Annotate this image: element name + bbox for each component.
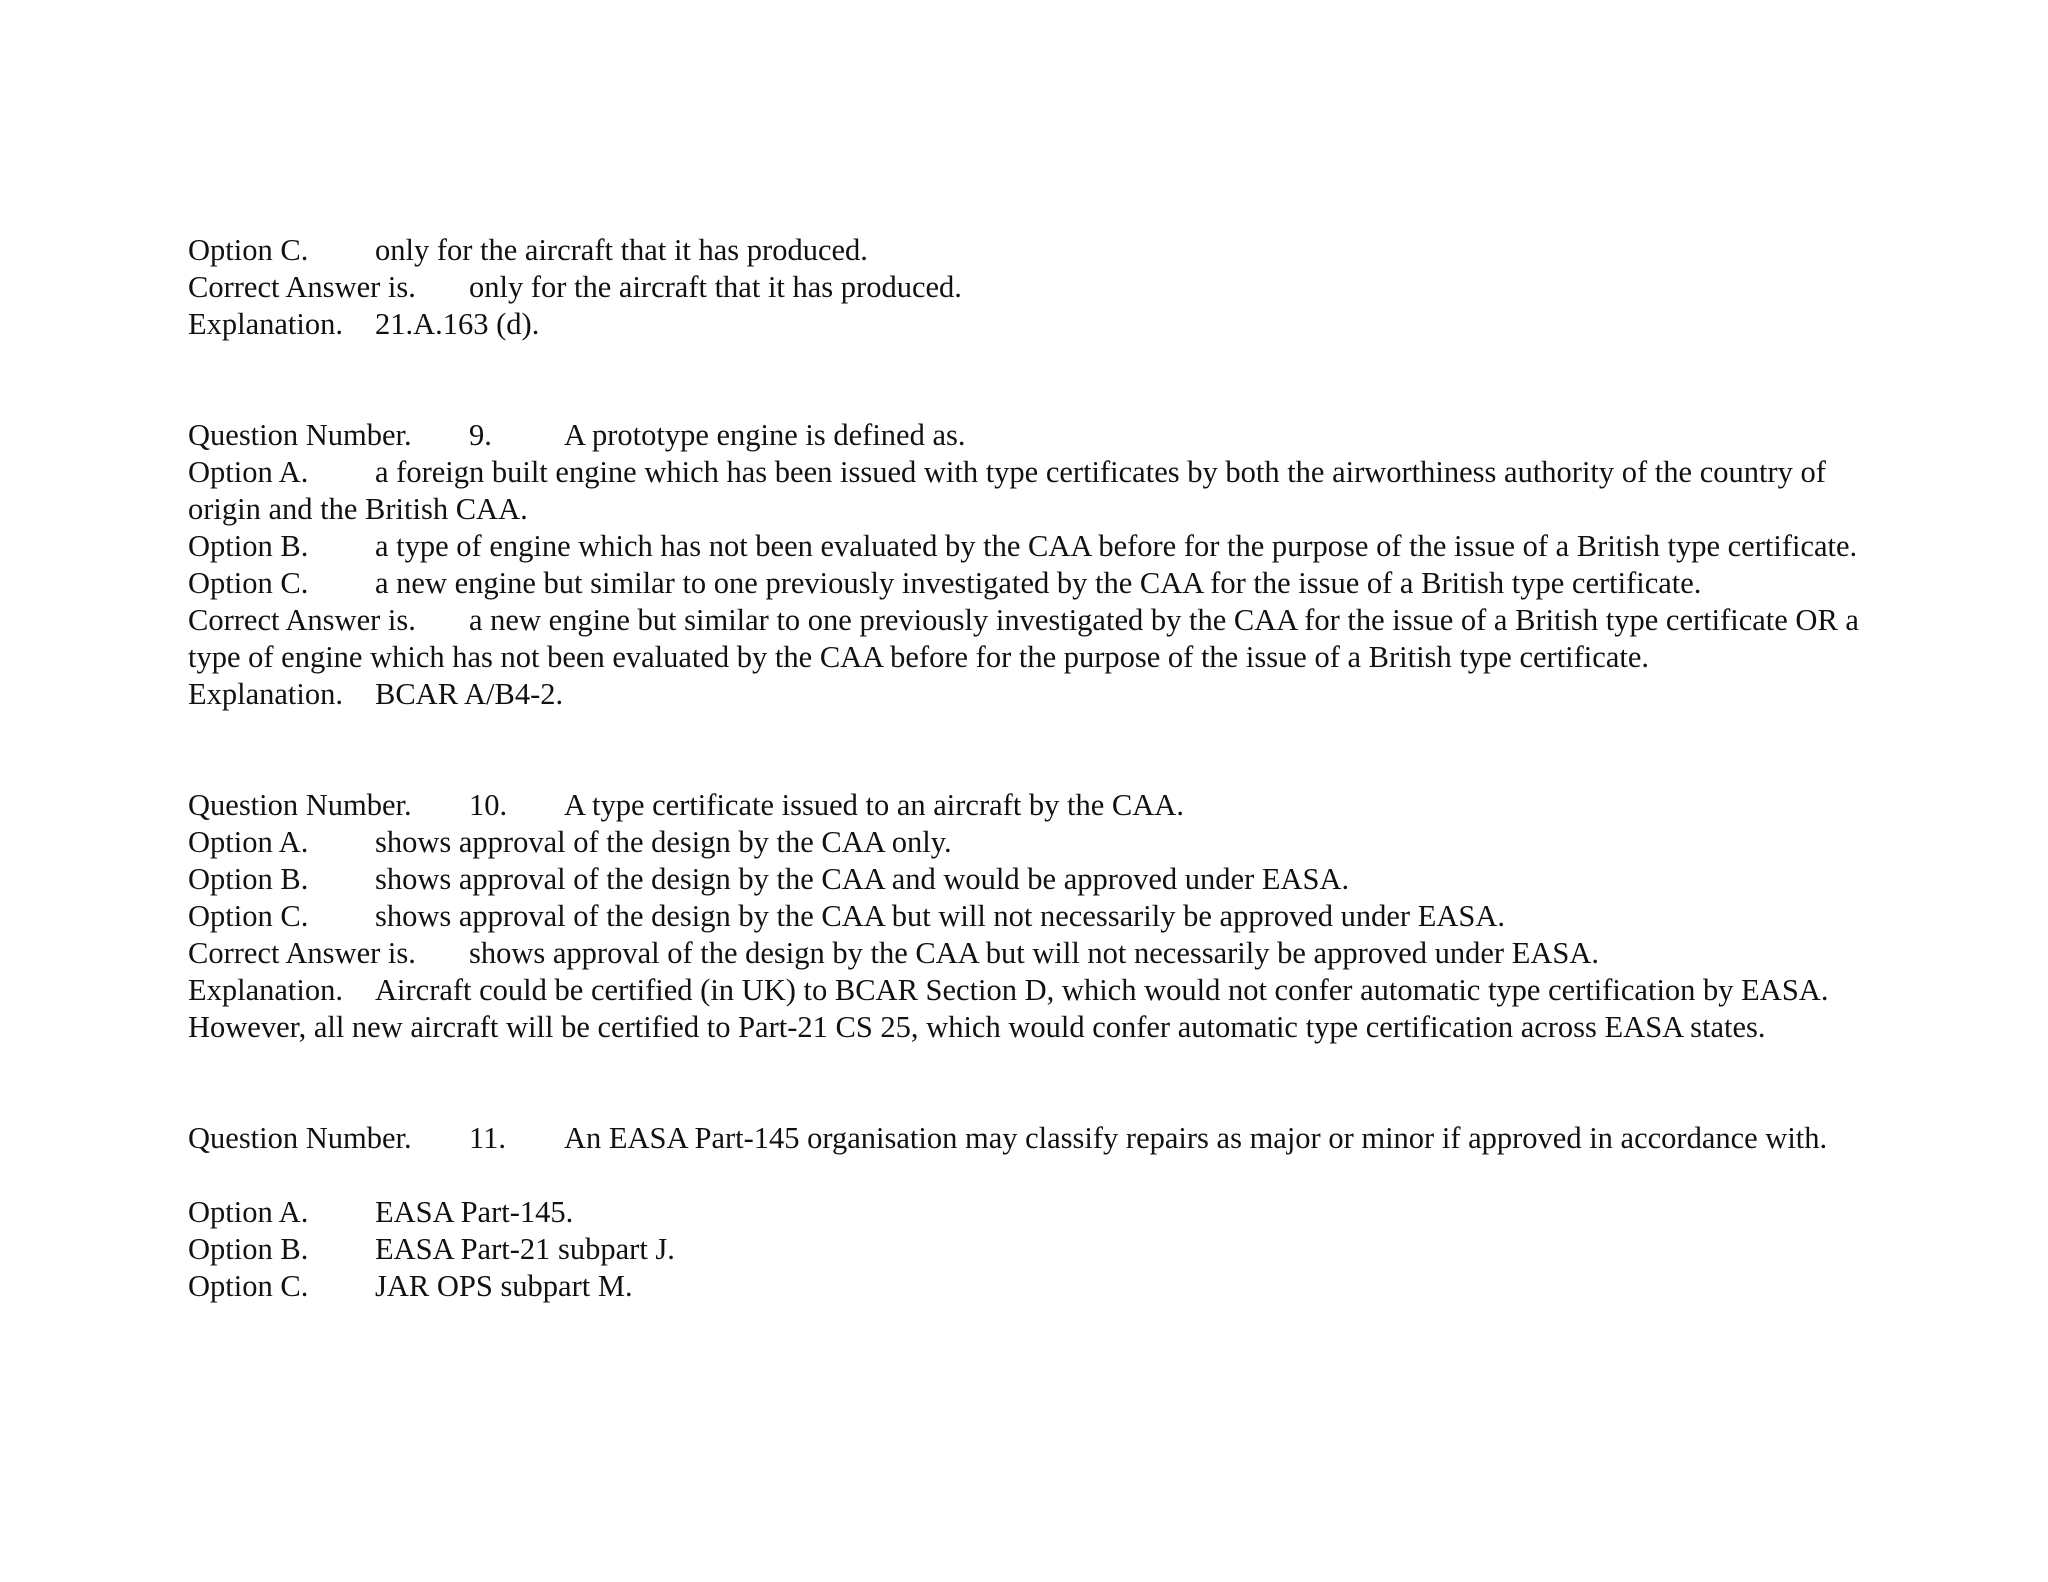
q10-explanation: [188, 972, 1888, 1046]
q11-option-b-text: EASA Part-21 subpart J.: [375, 1232, 675, 1266]
q9-option-c-text: a new engine but similar to one previously investigated by the CAA for the issue of a British type certificate.: [375, 566, 1702, 600]
explanation-label: Explanation.: [188, 307, 344, 341]
q10-header: [188, 787, 1888, 824]
question-number-label: Question Number.: [188, 1121, 412, 1155]
document-page: [188, 232, 1888, 1305]
q10-option-b: [188, 861, 1888, 898]
q10-option-c: [188, 898, 1888, 935]
q9-header: [188, 417, 1888, 454]
q9-explanation-text: BCAR A/B4-2.: [375, 677, 564, 711]
q8-explanation-text: 21.A.163 (d).: [375, 307, 540, 341]
q8-explanation: [188, 306, 1888, 343]
q9-option-b: [188, 528, 1888, 565]
q11-question-text: An EASA Part-145 organisation may classify repairs as major or minor if approved in accordance with.: [564, 1121, 1828, 1155]
q10-option-b-text: shows approval of the design by the CAA and would be approved under EASA.: [375, 862, 1350, 896]
explanation-label: Explanation.: [188, 973, 344, 1007]
correct-answer-label: Correct Answer is.: [188, 270, 416, 304]
option-b-label: Option B.: [188, 529, 309, 563]
q9-number: 9.: [469, 418, 492, 452]
question-11-block: [188, 1120, 1888, 1305]
q10-question-text: A type certificate issued to an aircraft by the CAA.: [564, 788, 1184, 822]
correct-answer-label: Correct Answer is.: [188, 603, 416, 637]
q9-correct-answer-text: a new engine but similar to one previously investigated by the CAA for the issue of a British type certificate OR a type of engine which has not been evaluated by the CAA before for the purpose of the issue of a British type certificate.: [188, 603, 1859, 674]
correct-answer-label: Correct Answer is.: [188, 936, 416, 970]
q9-option-c: [188, 565, 1888, 602]
q11-option-c: [188, 1268, 1888, 1305]
q10-option-a-text: shows approval of the design by the CAA only.: [375, 825, 952, 859]
option-c-label: Option C.: [188, 233, 309, 267]
question-9-block: [188, 417, 1888, 713]
question-number-label: Question Number.: [188, 418, 412, 452]
explanation-label: Explanation.: [188, 677, 344, 711]
q10-correct-answer: [188, 935, 1888, 972]
option-c-label: Option C.: [188, 566, 309, 600]
q11-option-b: [188, 1231, 1888, 1268]
option-a-label: Option A.: [188, 825, 309, 859]
option-b-label: Option B.: [188, 862, 309, 896]
q10-option-a: [188, 824, 1888, 861]
q10-explanation-text: Aircraft could be certified (in UK) to BCAR Section D, which would not confer automatic type certification by EASA. However, all new aircraft will be certified to Part-21 CS 25, which would confer automatic type certification across EASA states.: [188, 973, 1829, 1044]
q11-option-a: [188, 1194, 1888, 1231]
q11-option-a-text: EASA Part-145.: [375, 1195, 574, 1229]
option-a-label: Option A.: [188, 455, 309, 489]
q10-option-c-text: shows approval of the design by the CAA but will not necessarily be approved under EASA.: [375, 899, 1505, 933]
q9-explanation: [188, 676, 1888, 713]
option-a-label: Option A.: [188, 1195, 309, 1229]
q9-question-text: A prototype engine is defined as.: [564, 418, 966, 452]
q9-option-a-text: a foreign built engine which has been issued with type certificates by both the airworthiness authority of the country of origin and the British CAA.: [188, 455, 1826, 526]
question-10-block: [188, 787, 1888, 1046]
q8-correct-answer: [188, 269, 1888, 306]
option-c-label: Option C.: [188, 899, 309, 933]
q11-header: [188, 1120, 1888, 1157]
q9-option-b-text: a type of engine which has not been evaluated by the CAA before for the purpose of the issue of a British type certificate.: [375, 529, 1858, 563]
q11-number: 11.: [469, 1121, 506, 1155]
q9-correct-answer: [188, 602, 1888, 676]
q8-option-c-text: only for the aircraft that it has produced.: [375, 233, 868, 267]
option-c-label: Option C.: [188, 1269, 309, 1303]
q10-correct-answer-text: shows approval of the design by the CAA but will not necessarily be approved under EASA.: [469, 936, 1599, 970]
q9-option-a: [188, 454, 1888, 528]
question-8-block: [188, 232, 1888, 343]
question-number-label: Question Number.: [188, 788, 412, 822]
q8-correct-answer-text: only for the aircraft that it has produced.: [469, 270, 962, 304]
option-b-label: Option B.: [188, 1232, 309, 1266]
q11-option-c-text: JAR OPS subpart M.: [375, 1269, 633, 1303]
q8-option-c: [188, 232, 1888, 269]
q10-number: 10.: [469, 788, 508, 822]
